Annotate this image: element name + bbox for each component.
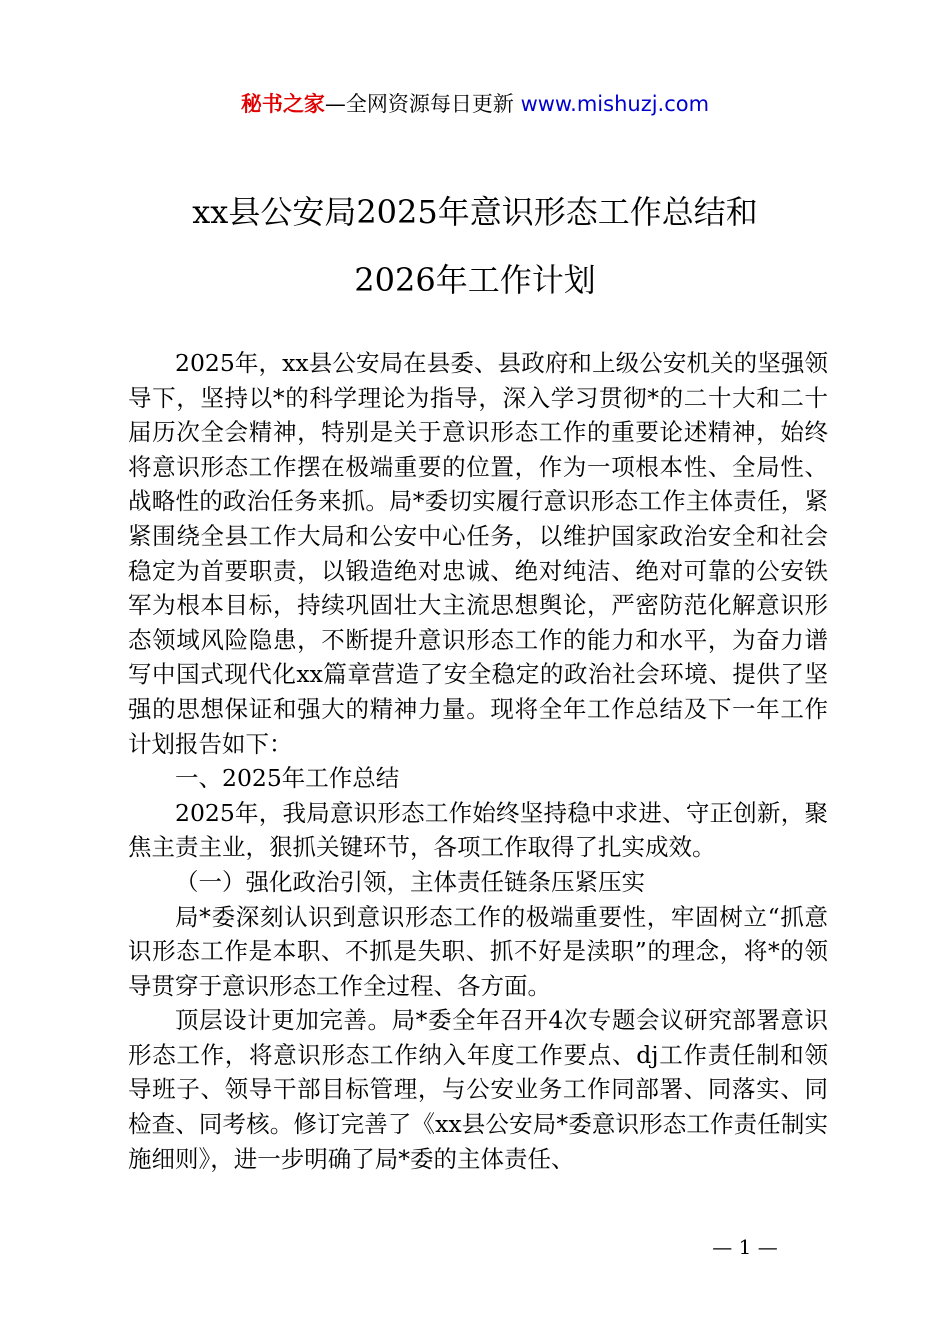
- site-url[interactable]: www.mishuzj.com: [520, 92, 710, 116]
- paragraph-summary: 2025年，我局意识形态工作始终坚持稳中求进、守正创新，聚焦主责主业，狠抓关键环节，各项工作取得了扎实成效。: [128, 798, 828, 862]
- paragraph-top-design: 顶层设计更加完善。局*委全年召开4次专题会议研究部署意识形态工作，将意识形态工作纳入年度工作要点、dj工作责任制和领导班子、领导干部目标管理，与公安业务工作同部署、同落实、同检查、同考核。修订完善了《xx县公安局*委意识形态工作责任制实施细则》，进一步明确了局*委的主体责任、: [128, 1006, 828, 1173]
- paragraph-responsibility: 局*委深刻认识到意识形态工作的极端重要性，牢固树立“抓意识形态工作是本职、不抓是失职、抓不好是渎职”的理念，将*的领导贯穿于意识形态工作全过程、各方面。: [128, 902, 828, 1000]
- site-slogan: —全网资源每日更新: [324, 92, 521, 116]
- site-brand: 秘书之家: [240, 92, 325, 116]
- section-heading-1: 一、2025年工作总结: [175, 764, 400, 793]
- subsection-heading-1: （一）强化政治引领，主体责任链条压紧压实: [175, 867, 645, 896]
- document-title-line-1: xx县公安局2025年意识形态工作总结和: [192, 193, 758, 231]
- site-banner: [0, 86, 950, 122]
- page-number: — 1 —: [712, 1235, 778, 1259]
- document-body: [128, 346, 828, 1176]
- paragraph-intro: 2025年，xx县公安局在县委、县政府和上级公安机关的坚强领导下，坚持以*的科学理论为指导，深入学习贯彻*的二十大和二十届历次全会精神，特别是关于意识形态工作的重要论述精神，始终将意识形态工作摆在极端重要的位置，作为一项根本性、全局性、战略性的政治任务来抓。局*委切实履行意识形态工作主体责任，紧紧围绕全县工作大局和公安中心任务，以维护国家政治安全和社会稳定为首要职责，以锻造绝对忠诚、绝对纯洁、绝对可靠的公安铁军为根本目标，持续巩固壮大主流思想舆论，严密防范化解意识形态领域风险隐患，不断提升意识形态工作的能力和水平，为奋力谱写中国式现代化xx篇章营造了安全稳定的政治社会环境、提供了坚强的思想保证和强大的精神力量。现将全年工作总结及下一年工作计划报告如下：: [128, 349, 828, 758]
- document-title-line-2: 2026年工作计划: [354, 261, 596, 299]
